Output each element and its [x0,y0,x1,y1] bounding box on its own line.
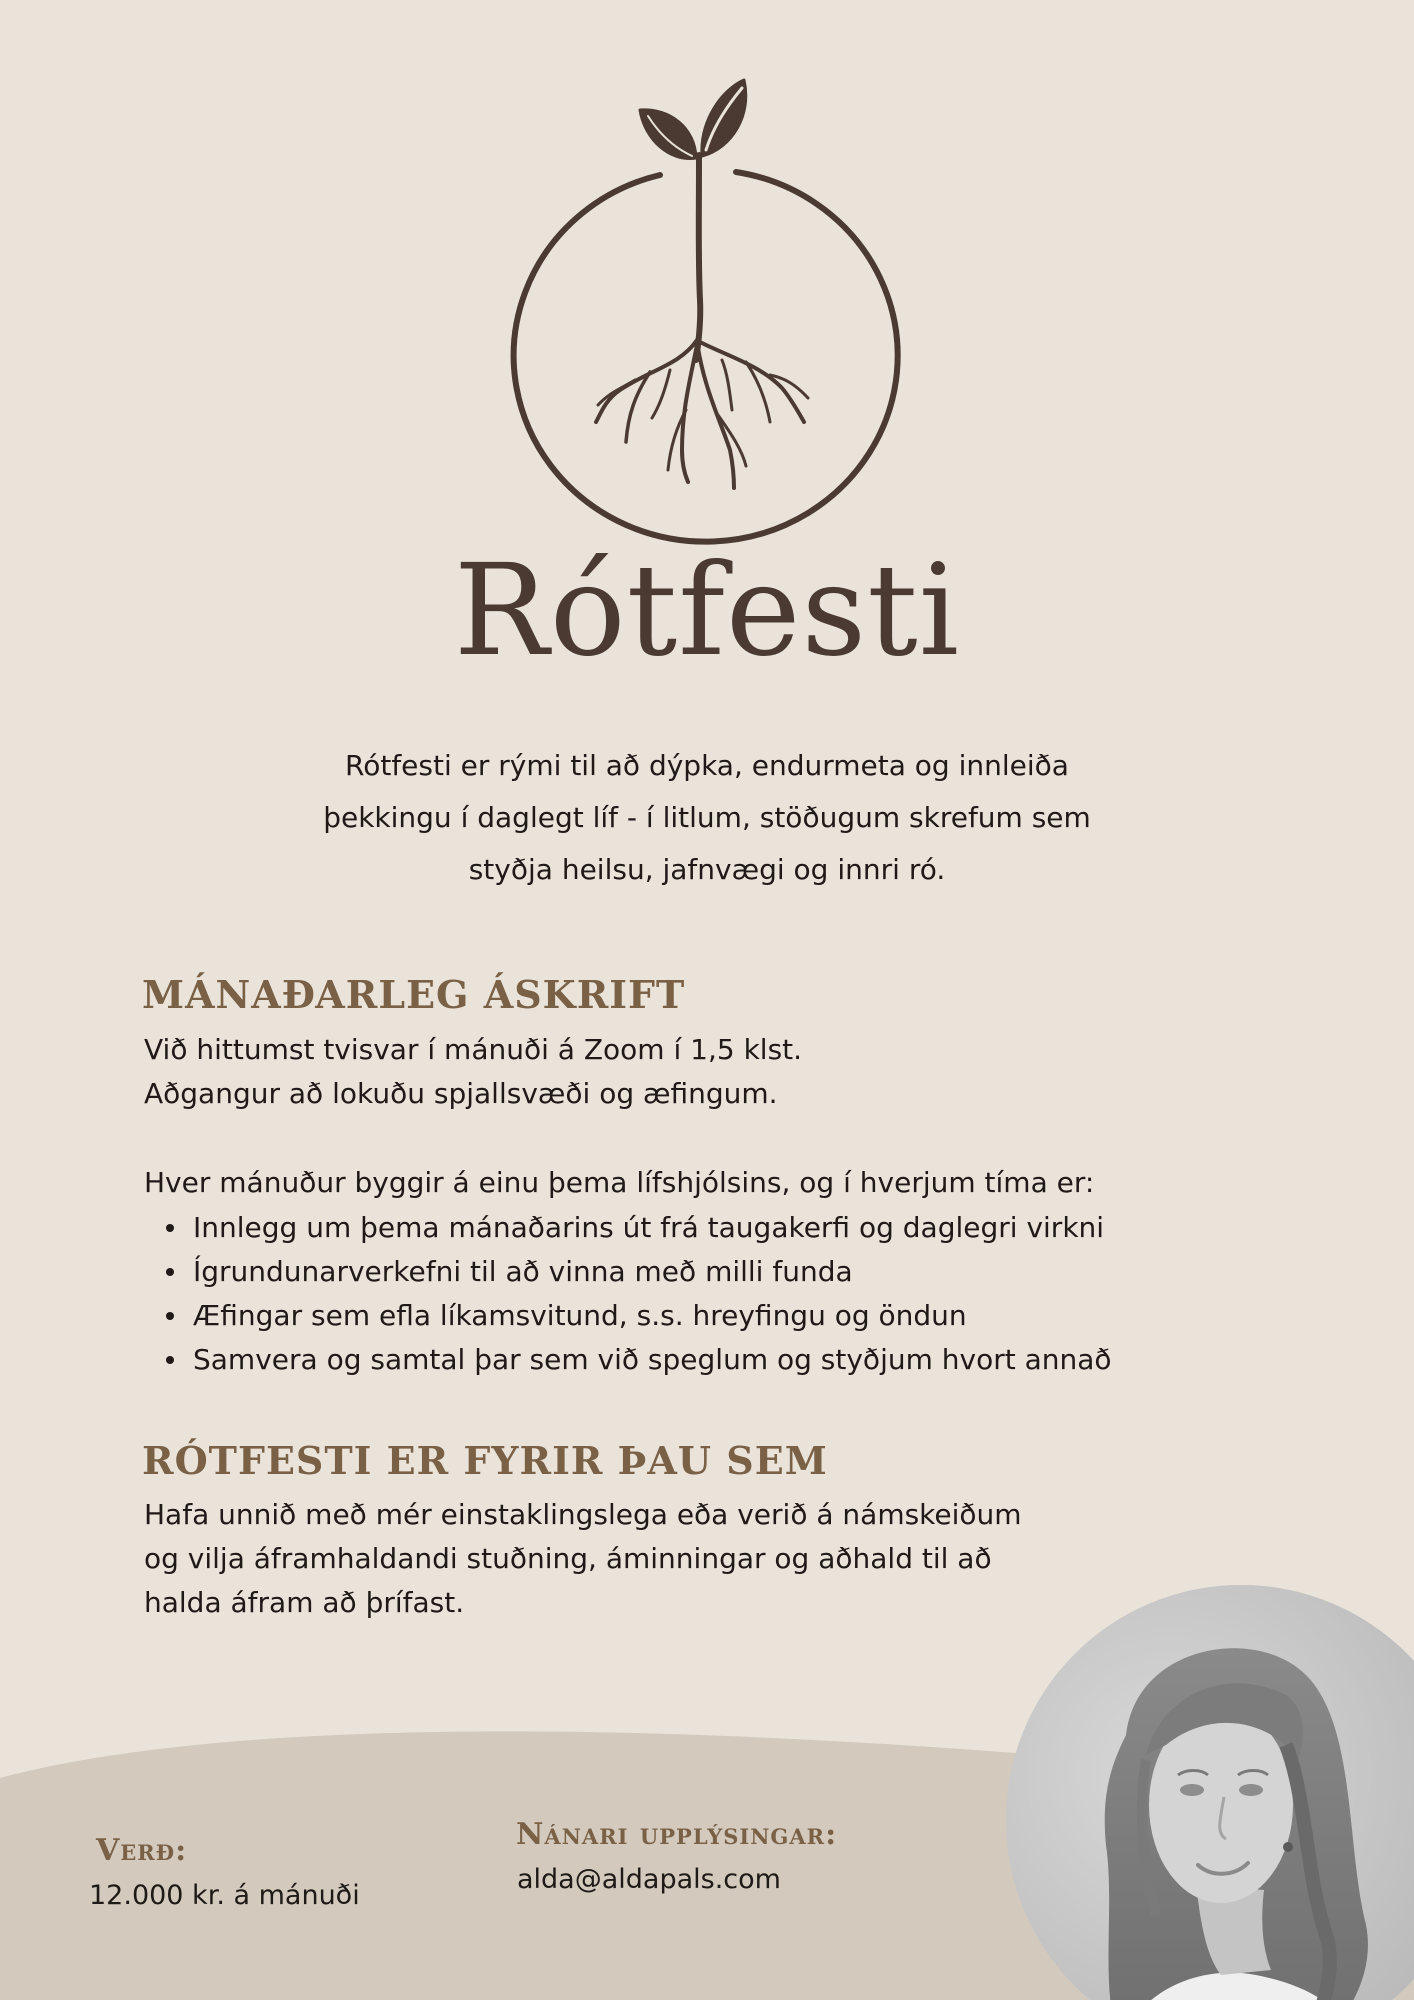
audience-line: Hafa unnið með mér einstaklingslega eða verið á námskeiðum [144,1498,1022,1531]
brand-title: Rótfesti [453,537,961,684]
sprout-with-roots-in-circle-icon [500,70,910,550]
subscription-details [144,1028,802,1116]
list-item: Innlegg um þema mánaðarins út frá taugakerfi og daglegri virkni [190,1206,1112,1250]
info-label: Nánari upplýsingar: [516,1817,838,1852]
intro-line: styðja heilsu, jafnvægi og innri ró. [468,853,946,886]
price-label: Verð: [96,1833,188,1868]
audience-paragraph [144,1493,1022,1625]
intro-paragraph [280,740,1134,896]
subscription-heading: MÁNAÐARLEG ÁSKRIFT [142,972,686,1017]
session-contents-list [190,1206,1112,1382]
subscription-line: Við hittumst tvisvar í mánuði á Zoom í 1,5 klst. [144,1033,803,1066]
list-item: Samvera og samtal þar sem við speglum og styðjum hvort annað [190,1338,1112,1382]
monthly-theme-line: Hver mánuður byggir á einu þema lífshjólsins, og í hverjum tíma er: [144,1166,1095,1199]
audience-line: og vilja áframhaldandi stuðning, áminningar og aðhald til að [144,1542,992,1575]
list-item: Ígrundunarverkefni til að vinna með milli funda [190,1250,1112,1294]
audience-line: halda áfram að þrífast. [144,1586,465,1619]
intro-line: þekkingu í daglegt líf - í litlum, stöðugum skrefum sem [323,801,1091,834]
subscription-line: Aðgangur að lokuðu spjallsvæði og æfingum. [144,1077,778,1110]
price-value: 12.000 kr. á mánuði [89,1880,360,1911]
list-item: Æfingar sem efla líkamsvitund, s.s. hreyfingu og öndun [190,1294,1112,1338]
contact-email[interactable]: alda@aldapals.com [517,1864,781,1895]
intro-line: Rótfesti er rými til að dýpka, endurmeta og innleiða [345,749,1069,782]
monthly-theme-intro [144,1161,1094,1205]
portrait-photo-icon [1006,1585,1414,2000]
portrait-photo [1006,1585,1414,2000]
audience-heading: RÓTFESTI ER FYRIR ÞAU SEM [142,1438,828,1483]
